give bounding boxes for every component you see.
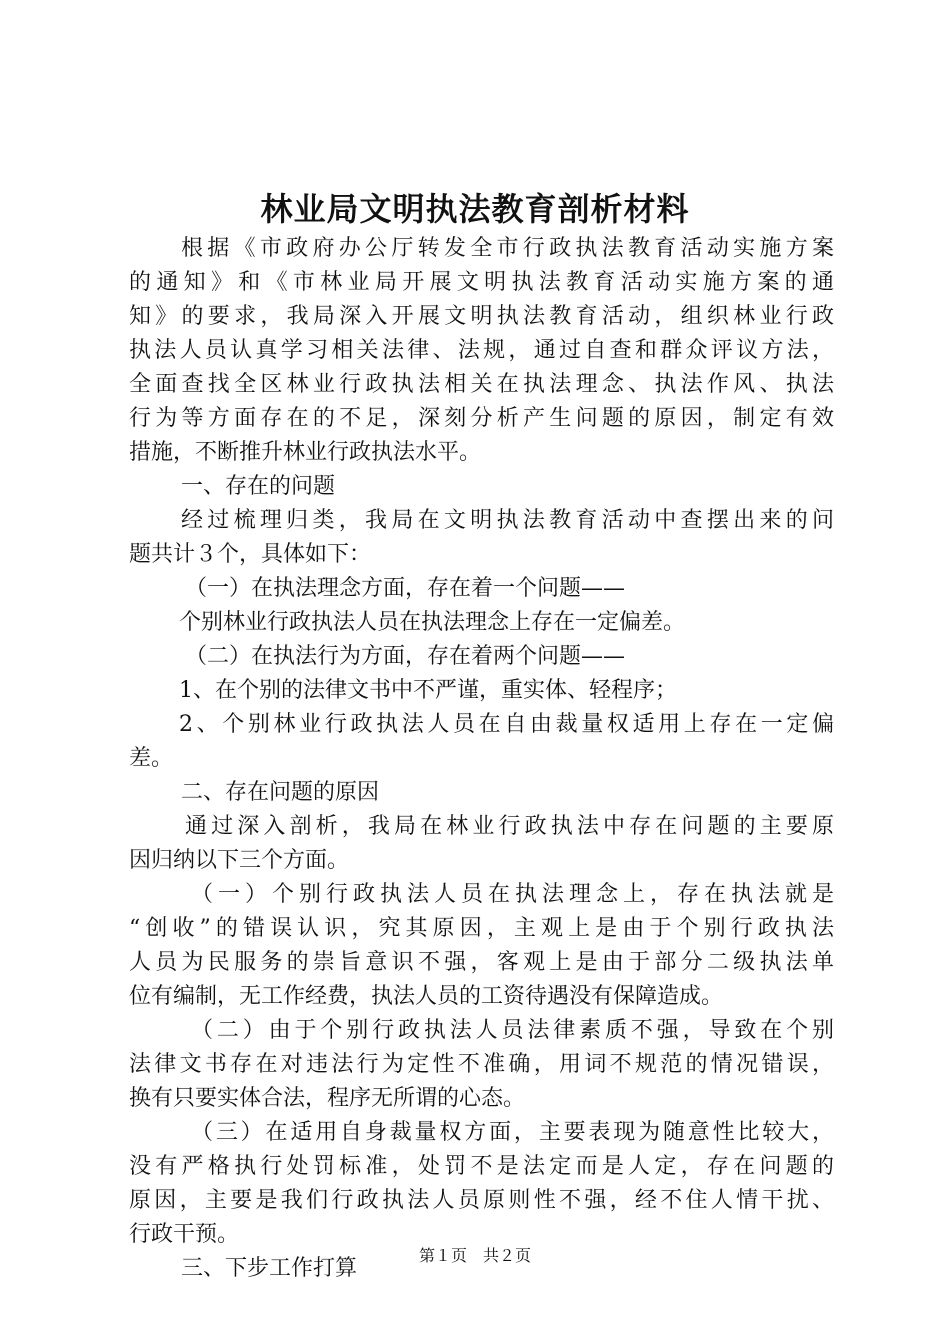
paragraph-line: 原因，主要是我们行政执法人员原则性不强，经不住人情干扰、: [129, 1188, 834, 1213]
page-number: 第１页 共２页: [418, 1246, 531, 1265]
paragraph-line: 法律文书存在对违法行为定性不准确，用词不规范的情况错误，: [129, 1052, 834, 1077]
paragraph-line: 执法人员认真学习相关法律、法规，通过自查和群众评议方法，: [129, 338, 834, 363]
section-heading: 一、存在的问题: [181, 474, 336, 499]
paragraph-line: 个别林业行政执法人员在执法理念上存在一定偏差。: [179, 610, 686, 635]
paragraph-line: （一）个别行政执法人员在执法理念上，存在执法就是: [191, 882, 834, 907]
paragraph-line: 措施，不断推升林业行政执法水平。: [129, 440, 482, 465]
paragraph-line: 行政干预。: [129, 1222, 240, 1247]
paragraph-line: 通过深入剖析，我局在林业行政执法中存在问题的主要原: [185, 814, 834, 839]
paragraph-line: 换有只要实体合法，程序无所谓的心态。: [129, 1086, 526, 1111]
paragraph-line: 根据《市政府办公厅转发全市行政执法教育活动实施方案: [181, 236, 834, 261]
paragraph-line: 全面查找全区林业行政执法相关在执法理念、执法作风、执法: [129, 372, 834, 397]
paragraph-line: 行为等方面存在的不足，深刻分析产生问题的原因，制定有效: [129, 406, 834, 431]
paragraph-line: 的通知》和《市林业局开展文明执法教育活动实施方案的通: [129, 270, 834, 295]
paragraph-line: （三）在适用自身裁量权方面，主要表现为随意性比较大，: [191, 1120, 834, 1145]
paragraph-line: 差。: [129, 746, 174, 771]
list-item: 1、在个别的法律文书中不严谨，重实体、轻程序；: [179, 678, 677, 703]
subsection-heading: （一）在执法理念方面，存在着一个问题——: [185, 576, 626, 601]
paragraph-line: 题共计３个，具体如下：: [129, 542, 372, 567]
paragraph-line: 经过梳理归类，我局在文明执法教育活动中查摆出来的问: [181, 508, 834, 533]
paragraph-line: 位有编制，无工作经费，执法人员的工资待遇没有保障造成。: [129, 984, 724, 1009]
paragraph-line: 没有严格执行处罚标准，处罚不是法定而是人定，存在问题的: [129, 1154, 834, 1179]
paragraph-line: （二）由于个别行政执法人员法律素质不强，导致在个别: [191, 1018, 834, 1043]
paragraph-line: 人员为民服务的崇旨意识不强，客观上是由于部分二级执法单: [129, 950, 834, 975]
document-body: [129, 232, 834, 1286]
section-heading: 三、下步工作打算: [181, 1256, 358, 1281]
paragraph-line: 因归纳以下三个方面。: [129, 848, 350, 873]
paragraph-line: 知》的要求，我局深入开展文明执法教育活动，组织林业行政: [129, 304, 834, 329]
section-heading: 二、存在问题的原因: [181, 780, 380, 805]
list-item: 2、个别林业行政执法人员在自由裁量权适用上存在一定偏: [179, 712, 834, 737]
paragraph-line: “创收”的错误认识，究其原因，主观上是由于个别行政执法: [129, 916, 834, 941]
subsection-heading: （二）在执法行为方面，存在着两个问题——: [185, 644, 626, 669]
document-title: 林业局文明执法教育剖析材料: [260, 190, 690, 228]
